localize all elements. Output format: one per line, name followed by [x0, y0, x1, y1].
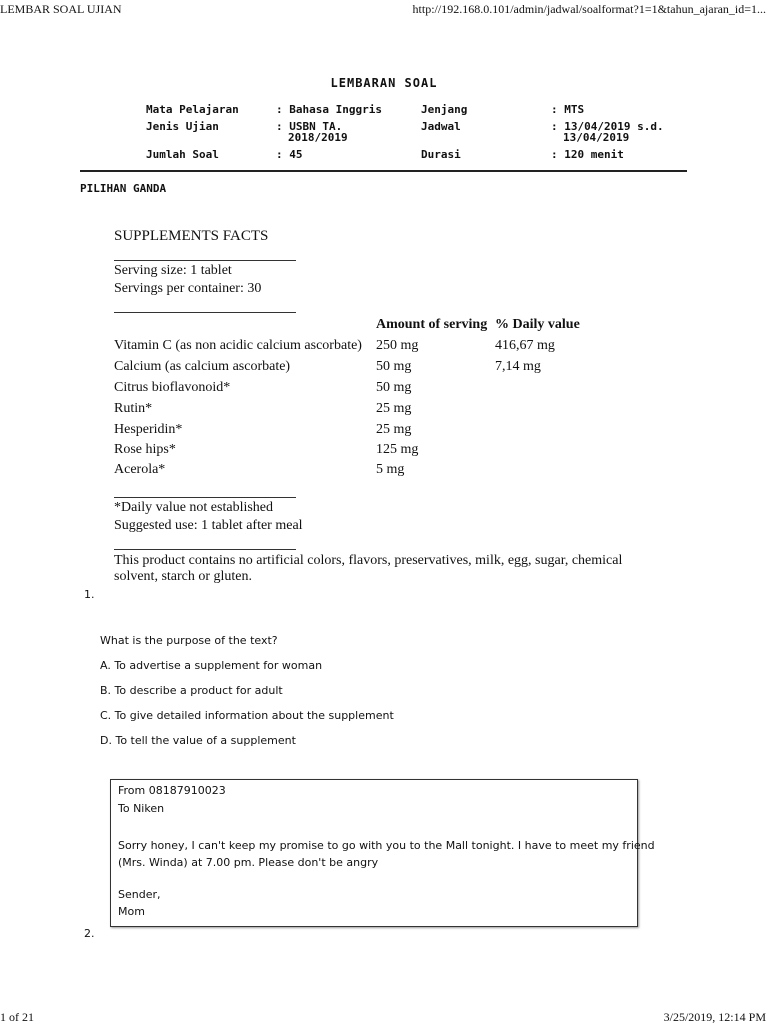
jadwal-label: Jadwal — [421, 120, 461, 133]
suggested-use: Suggested use: 1 tablet after meal — [114, 518, 303, 533]
facts-divider-1 — [114, 260, 296, 261]
disclaimer-line2: solvent, starch or gluten. — [114, 569, 253, 584]
question-1-number: 1. — [84, 588, 95, 601]
print-header-title: LEMBAR SOAL UJIAN — [0, 2, 122, 16]
facts-divider-2 — [114, 312, 296, 313]
jenis-ujian-value-line1: : USBN TA. — [276, 120, 343, 133]
sms-message-box — [110, 779, 655, 927]
sms-from: From 08187910023 — [118, 784, 226, 797]
durasi-label: Durasi — [421, 148, 461, 161]
mata-pelajaran-value: : Bahasa Inggris — [276, 103, 382, 116]
facts-divider-4 — [114, 549, 296, 550]
facts-row-amount: 250 mg — [376, 338, 419, 353]
question-1-text: What is the purpose of the text? — [100, 634, 278, 647]
serving-size: Serving size: 1 tablet — [114, 263, 232, 278]
facts-row-daily: 7,14 mg — [495, 359, 541, 374]
col-amount-header: Amount of serving — [376, 317, 488, 332]
facts-row-name: Hesperidin* — [114, 422, 183, 437]
option-b[interactable]: B. To describe a product for adult — [100, 684, 283, 697]
facts-row-amount: 125 mg — [376, 442, 419, 457]
sms-sender-label: Sender, — [118, 888, 161, 901]
facts-row-amount: 25 mg — [376, 401, 412, 416]
sms-body-line1: Sorry honey, I can't keep my promise to go with you to the Mall tonight. I have to meet my friend — [118, 839, 655, 852]
jadwal-value-line1: : 13/04/2019 s.d. — [551, 120, 664, 133]
print-datetime: 3/25/2019, 12:14 PM — [663, 1010, 766, 1024]
jenis-ujian-label: Jenis Ujian — [146, 120, 219, 133]
sms-to: To Niken — [118, 802, 165, 815]
sms-body-line2: (Mrs. Winda) at 7.00 pm. Please don't be angry — [118, 856, 379, 869]
supplement-facts-title: SUPPLEMENTS FACTS — [114, 228, 269, 244]
facts-row-name: Citrus bioflavonoid* — [114, 380, 231, 395]
col-daily-header: % Daily value — [495, 317, 580, 332]
jenjang-label: Jenjang — [421, 103, 468, 116]
durasi-value: : 120 menit — [551, 148, 624, 161]
facts-row-name: Rose hips* — [114, 442, 176, 457]
header-divider — [80, 170, 687, 172]
jenis-ujian-value-line2: 2018/2019 — [288, 131, 348, 144]
facts-row-name: Vitamin C (as non acidic calcium ascorbate) — [114, 338, 362, 353]
facts-row-amount: 25 mg — [376, 422, 412, 437]
jadwal-value-line2: 13/04/2019 — [563, 131, 630, 144]
jenjang-value: : MTS — [551, 103, 585, 116]
option-c[interactable]: C. To give detailed information about the supplement — [100, 709, 394, 722]
servings-per-container: Servings per container: 30 — [114, 281, 262, 296]
mata-pelajaran-label: Mata Pelajaran — [146, 103, 239, 116]
section-title: PILIHAN GANDA — [80, 182, 167, 195]
print-header-url: http://192.168.0.101/admin/jadwal/soalformat?1=1&tahun_ajaran_id=1... — [412, 2, 766, 16]
facts-row-amount: 50 mg — [376, 380, 412, 395]
option-a[interactable]: A. To advertise a supplement for woman — [100, 659, 323, 672]
facts-divider-3 — [114, 497, 296, 498]
option-d[interactable]: D. To tell the value of a supplement — [100, 734, 296, 747]
facts-row-amount: 50 mg — [376, 359, 412, 374]
jumlah-soal-label: Jumlah Soal — [146, 148, 219, 161]
facts-row-name: Acerola* — [114, 462, 166, 477]
question-2-number: 2. — [84, 927, 95, 940]
sms-sender-name: Mom — [118, 905, 145, 918]
disclaimer-line1: This product contains no artificial colors, flavors, preservatives, milk, egg, sugar, chemical — [114, 553, 623, 568]
facts-footnote: *Daily value not established — [114, 500, 274, 515]
facts-row-amount: 5 mg — [376, 462, 405, 477]
facts-row-name: Rutin* — [114, 401, 153, 416]
document-title: LEMBARAN SOAL — [330, 76, 438, 90]
facts-row-daily: 416,67 mg — [495, 338, 555, 353]
jumlah-soal-value: : 45 — [276, 148, 303, 161]
facts-row-name: Calcium (as calcium ascorbate) — [114, 359, 291, 374]
page-count: 1 of 21 — [0, 1010, 34, 1024]
